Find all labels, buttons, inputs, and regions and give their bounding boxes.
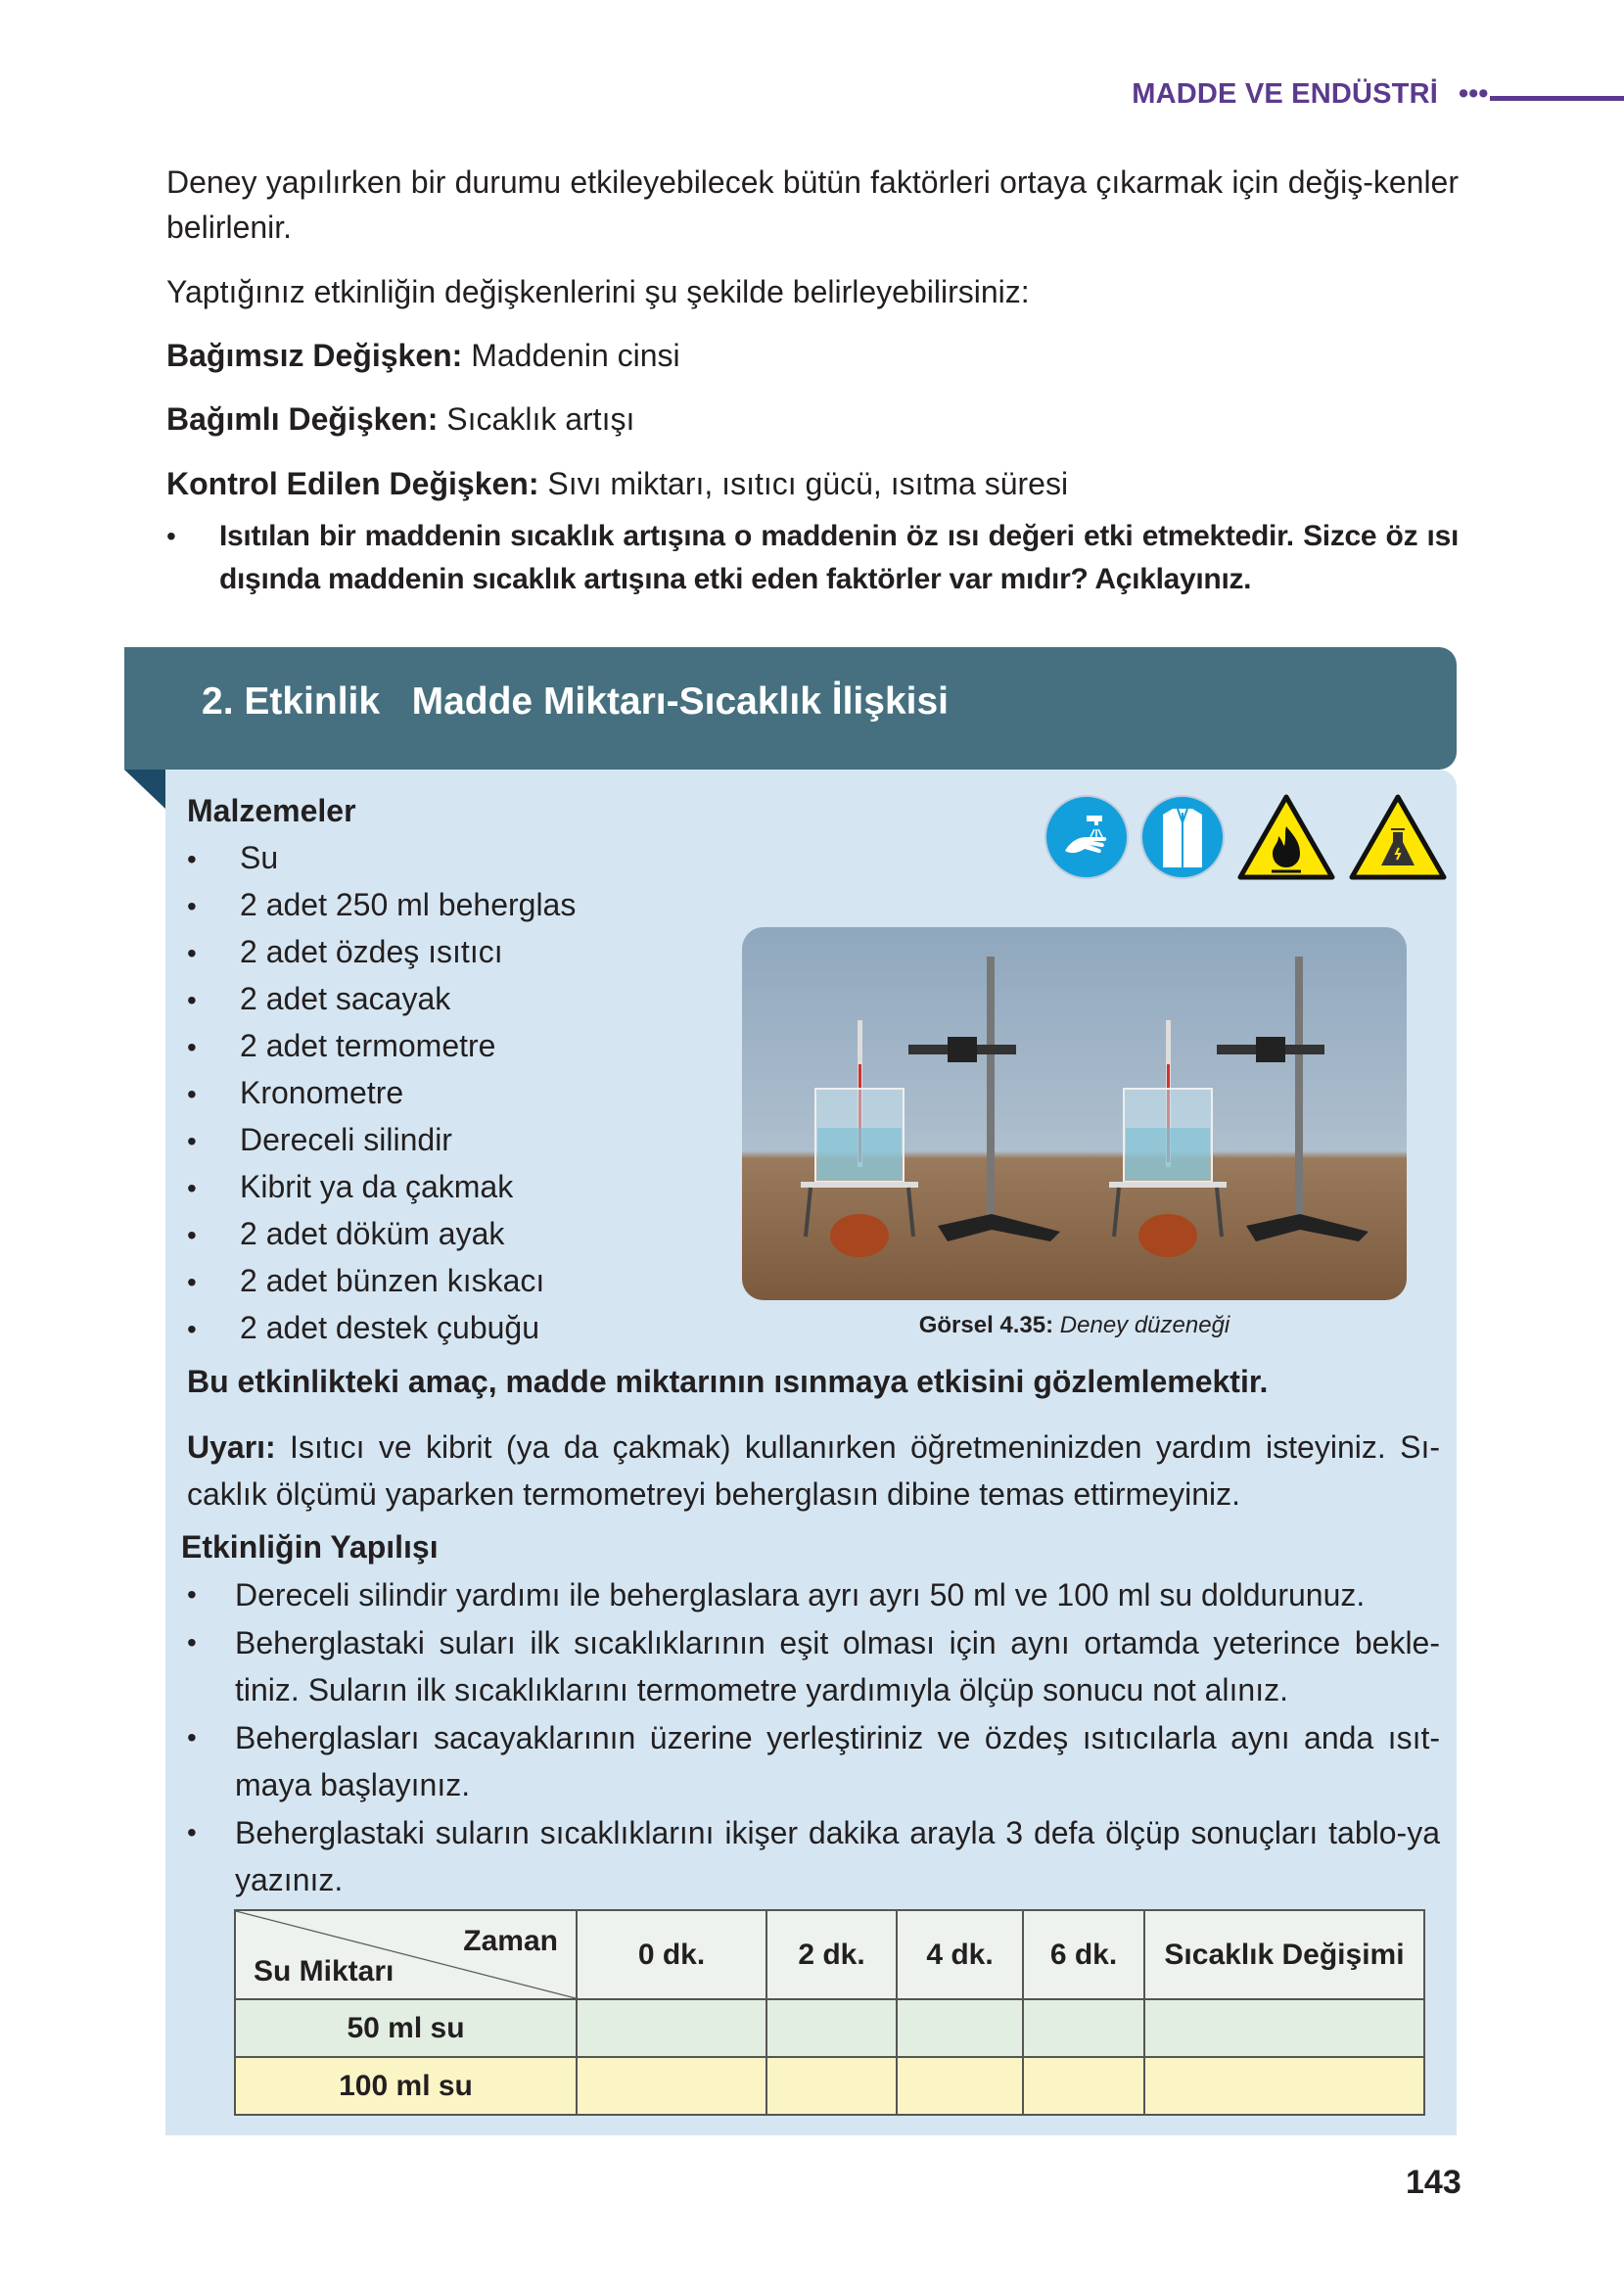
caption-text: Deney düzeneği bbox=[1053, 1312, 1230, 1338]
material-item bbox=[187, 1211, 576, 1258]
column-header: 4 dk. bbox=[897, 1910, 1023, 1999]
table-cell[interactable] bbox=[766, 2057, 897, 2115]
variable-controlled bbox=[166, 461, 1459, 506]
procedure-steps bbox=[187, 1571, 1440, 1904]
row-header: 100 ml su bbox=[235, 2057, 577, 2115]
material-label: Dereceli silindir bbox=[240, 1122, 452, 1157]
experiment-setup-image bbox=[742, 927, 1407, 1300]
procedure-step bbox=[187, 1571, 1440, 1619]
material-item bbox=[187, 1258, 576, 1305]
results-table bbox=[234, 1909, 1425, 2116]
variable-dependent bbox=[166, 397, 1459, 442]
material-item bbox=[187, 976, 576, 1023]
lab-coat-icon bbox=[1140, 795, 1225, 879]
header-dots: ••• bbox=[1459, 78, 1489, 110]
materials-list bbox=[187, 835, 576, 1352]
warning-label: Uyarı: bbox=[187, 1429, 276, 1465]
bullet: • bbox=[187, 891, 197, 921]
material-label: 2 adet termometre bbox=[240, 1028, 496, 1063]
bullet: • bbox=[187, 1079, 197, 1109]
material-item bbox=[187, 1023, 576, 1070]
material-label: 2 adet sacayak bbox=[240, 981, 451, 1016]
material-label: 2 adet özdeş ısıtıcı bbox=[240, 934, 503, 969]
column-header: 0 dk. bbox=[577, 1910, 766, 1999]
bullet: • bbox=[187, 844, 197, 874]
bullet: • bbox=[187, 1032, 197, 1062]
corner-top-label: Zaman bbox=[463, 1925, 558, 1957]
table-cell[interactable] bbox=[577, 1999, 766, 2057]
table-cell[interactable] bbox=[1144, 1999, 1424, 2057]
table-cell[interactable] bbox=[766, 1999, 897, 2057]
material-label: 2 adet destek çubuğu bbox=[240, 1310, 540, 1345]
header-line bbox=[1490, 96, 1624, 101]
material-label: Kibrit ya da çakmak bbox=[240, 1169, 514, 1204]
column-header: 2 dk. bbox=[766, 1910, 897, 1999]
step-text: Beherglastaki suların sıcaklıklarını ikişer dakika arayla 3 defa ölçüp sonuçları tablo-ya yazınız. bbox=[235, 1814, 1440, 1897]
procedure-step bbox=[187, 1619, 1440, 1714]
table-cell[interactable] bbox=[1023, 2057, 1144, 2115]
flammable-warning-icon bbox=[1236, 793, 1336, 881]
table-row bbox=[235, 1999, 1424, 2057]
table-corner-cell bbox=[235, 1910, 577, 1999]
materials-heading: Malzemeler bbox=[187, 793, 356, 828]
column-header: 6 dk. bbox=[1023, 1910, 1144, 1999]
corner-bottom-label: Su Miktarı bbox=[254, 1955, 394, 1987]
material-label: 2 adet bünzen kıskacı bbox=[240, 1263, 545, 1298]
bullet: • bbox=[187, 985, 197, 1015]
column-header: Sıcaklık Değişimi bbox=[1144, 1910, 1424, 1999]
intro-paragraph: Deney yapılırken bir durumu etkileyebilecek bütün faktörleri ortaya çıkarmak için değiş-kenler belirlenir. bbox=[166, 164, 1459, 245]
variable-label: Bağımlı Değişken: bbox=[166, 401, 439, 437]
material-item bbox=[187, 1305, 576, 1352]
page-number: 143 bbox=[1406, 2164, 1462, 2201]
bullet: • bbox=[187, 1173, 197, 1203]
wash-hands-icon bbox=[1044, 795, 1129, 879]
variable-value: Sıvı miktarı, ısıtıcı gücü, ısıtma süresi bbox=[538, 466, 1069, 501]
table-cell[interactable] bbox=[577, 2057, 766, 2115]
variable-label: Kontrol Edilen Değişken: bbox=[166, 466, 539, 501]
bullet: • bbox=[187, 1816, 197, 1847]
material-item bbox=[187, 835, 576, 882]
table-cell[interactable] bbox=[1144, 2057, 1424, 2115]
section-header: MADDE VE ENDÜSTRİ bbox=[1132, 78, 1438, 110]
table-cell[interactable] bbox=[1023, 1999, 1144, 2057]
procedure-step bbox=[187, 1714, 1440, 1809]
row-header: 50 ml su bbox=[235, 1999, 577, 2057]
material-item bbox=[187, 882, 576, 929]
table-row bbox=[235, 2057, 1424, 2115]
material-item bbox=[187, 1070, 576, 1117]
activity-number: 2. Etkinlik bbox=[202, 680, 381, 723]
procedure-step bbox=[187, 1809, 1440, 1904]
material-item bbox=[187, 929, 576, 976]
question-text: Isıtılan bir maddenin sıcaklık artışına o maddenin öz ısı değeri etki etmektedir. Sizce öz ısı dışında maddenin sıcaklık artışına etki eden faktörler var mıdır? Açıklayınız. bbox=[219, 520, 1459, 595]
activity-name: Madde Miktarı-Sıcaklık İlişkisi bbox=[411, 680, 949, 723]
bullet: • bbox=[187, 1267, 197, 1297]
material-label: Su bbox=[240, 840, 279, 875]
variable-value: Sıcaklık artışı bbox=[438, 401, 635, 437]
step-text: Dereceli silindir yardımı ile beherglaslara ayrı ayrı 50 ml ve 100 ml su doldurunuz. bbox=[235, 1577, 1366, 1613]
step-text: Beherglastaki suları ilk sıcaklıklarının eşit olması için aynı ortamda yeterince bekle-tiniz. Suların ilk sıcaklıklarını termometre yardımıyla ölçüp sonucu not alınız. bbox=[235, 1624, 1440, 1707]
bullet: • bbox=[187, 1314, 197, 1344]
material-label: 2 adet döküm ayak bbox=[240, 1216, 505, 1251]
bullet: • bbox=[187, 1579, 197, 1610]
variable-label: Bağımsız Değişken: bbox=[166, 338, 463, 373]
step-text: Beherglasları sacayaklarının üzerine yerleştiriniz ve özdeş ısıtıcılarla aynı anda ısıt-maya başlayınız. bbox=[235, 1719, 1440, 1802]
bullet: • bbox=[187, 1220, 197, 1250]
procedure-heading: Etkinliğin Yapılışı bbox=[181, 1529, 439, 1565]
activity-aim: Bu etkinlikteki amaç, madde miktarının ısınmaya etkisini gözlemlemektir. bbox=[187, 1364, 1269, 1399]
bullet: • bbox=[166, 521, 176, 551]
table-header-row bbox=[235, 1910, 1424, 1999]
table-cell[interactable] bbox=[897, 1999, 1023, 2057]
banner-fold bbox=[124, 770, 165, 809]
material-label: Kronometre bbox=[240, 1075, 404, 1110]
intro-paragraph-2: Yaptığınız etkinliğin değişkenlerini şu şekilde belirleyebilirsiniz: bbox=[166, 274, 1030, 309]
material-item bbox=[187, 1117, 576, 1164]
activity-title bbox=[202, 680, 949, 724]
variable-value: Maddenin cinsi bbox=[462, 338, 680, 373]
bullet: • bbox=[187, 1626, 197, 1658]
material-item bbox=[187, 1164, 576, 1211]
variable-independent bbox=[166, 333, 1459, 378]
material-label: 2 adet 250 ml beherglas bbox=[240, 887, 577, 922]
bullet: • bbox=[187, 1721, 197, 1753]
caption-label: Görsel 4.35: bbox=[918, 1312, 1054, 1338]
image-caption bbox=[742, 1312, 1407, 1339]
chemical-hazard-icon bbox=[1348, 793, 1448, 881]
warning-text bbox=[187, 1424, 1440, 1518]
bullet: • bbox=[187, 1126, 197, 1156]
warning-body: Isıtıcı ve kibrit (ya da çakmak) kullanırken öğretmeninizden yardım isteyiniz. Sı-caklık ölçümü yaparken termometreyi beherglasın dibine temas ettirmeyiniz. bbox=[187, 1429, 1440, 1512]
bullet: • bbox=[187, 938, 197, 968]
safety-icons bbox=[1044, 793, 1448, 881]
table-cell[interactable] bbox=[897, 2057, 1023, 2115]
